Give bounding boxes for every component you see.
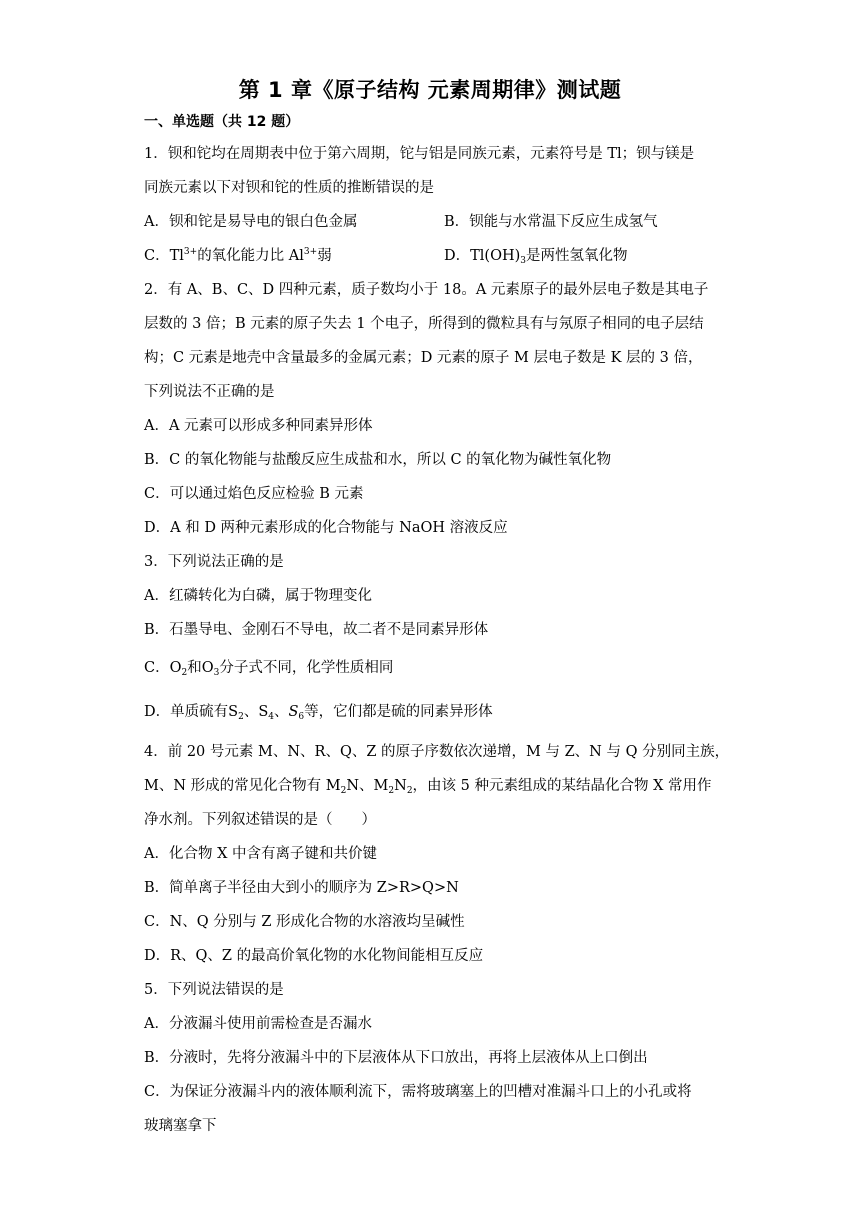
q4-option-a: A．化合物 X 中含有离子键和共价键 bbox=[144, 846, 378, 862]
page-title: 第 1 章《原子结构 元素周期律》测试题 bbox=[238, 78, 622, 102]
q1-stem-line-1: 1．钡和铊均在周期表中位于第六周期，铊与铝是同族元素，元素符号是 Tl；钡与镁是 bbox=[144, 146, 695, 162]
q4-stem-line-1: 4．前 20 号元素 M、N、R、Q、Z 的原子序数依次递增，M 与 Z、N 与 Q 分别同主族， bbox=[144, 744, 730, 760]
q2-stem-line-3: 构；C 元素是地壳中含量最多的金属元素；D 元素的原子 M 层电子数是 K 层的 3 倍， bbox=[144, 350, 703, 366]
q1-option-d: D．$Tl(OH)_3$是两性氢氧化物 bbox=[444, 248, 628, 266]
q5-option-c-line-1: C．为保证分液漏斗内的液体顺利流下，需将玻璃塞上的凹槽对准漏斗口上的小孔或将 bbox=[144, 1084, 692, 1100]
q2-option-b: B．C 的氧化物能与盐酸反应生成盐和水，所以 C 的氧化物为碱性氧化物 bbox=[144, 452, 612, 468]
q2-option-c: C．可以通过焰色反应检验 B 元素 bbox=[144, 486, 364, 502]
q4-option-d: D．R、Q、Z 的最高价氧化物的水化物间能相互反应 bbox=[144, 948, 484, 964]
q1-option-a: A．钡和铊是易导电的银白色金属 bbox=[144, 214, 358, 230]
q4-stem-line-3: 净水剂。下列叙述错误的是（ ） bbox=[144, 812, 376, 828]
q4-option-b: B．简单离子半径由大到小的顺序为 Z>R>Q>N bbox=[144, 880, 459, 896]
q3-option-c: C．$O_2$和$O_3$分子式不同，化学性质相同 bbox=[144, 660, 394, 678]
q3-option-b: B．石墨导电、金刚石不导电，故二者不是同素异形体 bbox=[144, 622, 489, 638]
q1-stem-line-2: 同族元素以下对钡和铊的性质的推断错误的是 bbox=[144, 180, 434, 196]
q4-stem-line-2: M、N 形成的常见化合物有 $M_2N$、$M_2N_2$，由该 5 种元素组成的某结晶化合物 X 常用作 bbox=[144, 778, 712, 796]
q2-option-d: D．A 和 D 两种元素形成的化合物能与 NaOH 溶液反应 bbox=[144, 520, 508, 536]
section-heading: 一、单选题（共 12 题） bbox=[144, 114, 300, 130]
q2-stem-line-4: 下列说法不正确的是 bbox=[144, 384, 275, 400]
q1-option-b: B．钡能与水常温下反应生成氢气 bbox=[444, 214, 658, 230]
q3-option-a: A．红磷转化为白磷，属于物理变化 bbox=[144, 588, 372, 604]
q5-stem: 5．下列说法错误的是 bbox=[144, 982, 284, 998]
q2-stem-line-2: 层数的 3 倍；B 元素的原子失去 1 个电子，所得到的微粒具有与氖原子相同的电子层结 bbox=[144, 316, 704, 332]
q5-option-b: B．分液时，先将分液漏斗中的下层液体从下口放出，再将上层液体从上口倒出 bbox=[144, 1050, 648, 1066]
q4-option-c: C．N、Q 分别与 Z 形成化合物的水溶液均呈碱性 bbox=[144, 914, 465, 930]
q3-stem: 3．下列说法正确的是 bbox=[144, 554, 284, 570]
q5-option-c-line-2: 玻璃塞拿下 bbox=[144, 1118, 217, 1134]
q2-option-a: A．A 元素可以形成多种同素异形体 bbox=[144, 418, 373, 434]
q2-stem-line-1: 2．有 A、B、C、D 四种元素，质子数均小于 18。A 元素原子的最外层电子数是其电子 bbox=[144, 282, 709, 298]
q5-option-a: A．分液漏斗使用前需检查是否漏水 bbox=[144, 1016, 372, 1032]
q3-option-d: D．单质硫有$S_2$、$S_4$、$S_6$等，它们都是硫的同素异形体 bbox=[144, 704, 493, 722]
q1-option-c: C．$Tl^{3+}$的氧化能力比 $Al^{3+}$弱 bbox=[144, 247, 332, 264]
